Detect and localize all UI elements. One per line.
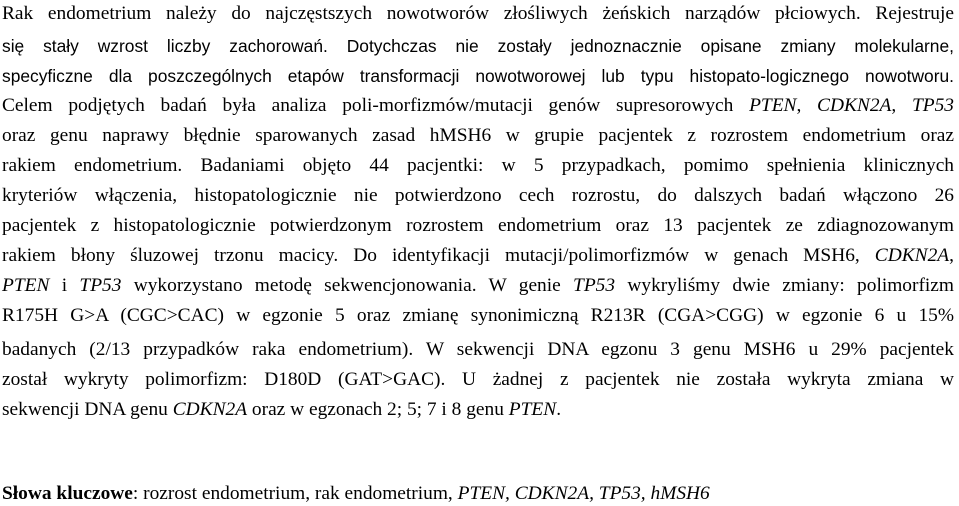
abstract-line: badanych (2/13 przypadków raka endometrium). W sekwencji DNA egzonu 3 genu MSH6 u 29% pacjentek (2, 339, 954, 360)
abstract-line: PTEN i TP53 wykorzystano metodę sekwencjonowania. W genie TP53 wykryliśmy dwie zmiany: polimorfizm (2, 275, 954, 296)
keywords-label: Słowa kluczowe (2, 483, 133, 504)
keywords-genes: PTEN, CDKN2A, TP53, hMSH6 (457, 483, 710, 504)
abstract-line: pacjentek z histopatologicznie potwierdzonym rozrostem endometrium oraz 13 pacjentek ze zdiagnozowanym (2, 215, 954, 236)
abstract-line: R175H G>A (CGC>CAC) w egzonie 5 oraz zmianę synonimiczną R213R (CGA>CGG) w egzonie 6 u 15% (2, 305, 954, 326)
abstract-line: rakiem endometrium. Badaniami objęto 44 pacjentki: w 5 przypadkach, pomimo spełnienia klinicznych (2, 155, 954, 176)
keywords-line (2, 482, 954, 506)
keywords-separator: : (132, 483, 139, 504)
abstract-line: Celem podjętych badań była analiza poli-morfizmów/mutacji genów supresorowych PTEN, CDKN2A, TP53 (2, 95, 954, 116)
abstract-line: się stały wzrost liczby zachorowań. Dotychczas nie zostały jednoznacznie opisane zmiany molekularne, (2, 36, 954, 56)
abstract-line: rakiem błony śluzowej trzonu macicy. Do identyfikacji mutacji/polimorfizmów w genach MSH6, CDKN2A, (2, 245, 954, 266)
abstract-line: specyficzne dla poszczególnych etapów transformacji nowotworowej lub typu histopato-logicznego nowotworu. (2, 66, 954, 86)
abstract-line: kryteriów włączenia, histopatologicznie nie potwierdzono cech rozrostu, do dalszych badań włączono 26 (2, 185, 954, 206)
keywords-terms: rozrost endometrium, rak endometrium, (143, 483, 453, 504)
abstract-line: oraz genu naprawy błędnie sparowanych zasad hMSH6 w grupie pacjentek z rozrostem endometrium oraz (2, 125, 954, 146)
abstract-line: Rak endometrium należy do najczęstszych nowotworów złośliwych żeńskich narządów płciowych. Rejestruje (2, 3, 954, 24)
abstract-line: sekwencji DNA genu CDKN2A oraz w egzonach 2; 5; 7 i 8 genu PTEN. (2, 399, 562, 420)
abstract-line: został wykryty polimorfizm: D180D (GAT>GAC). U żadnej z pacjentek nie została wykryta zmiana w (2, 369, 954, 390)
